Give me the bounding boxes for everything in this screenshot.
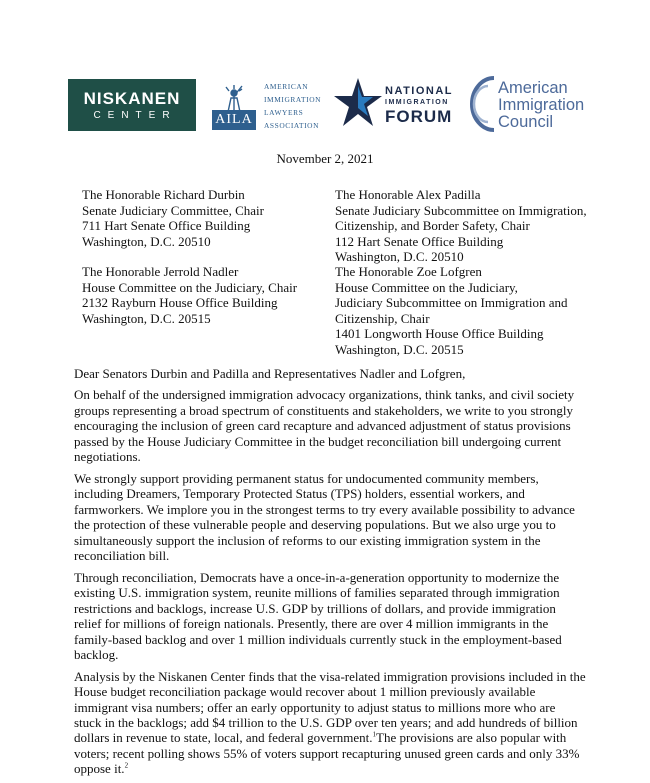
letter-date: November 2, 2021 [276,151,374,166]
addressee-line: Citizenship, Chair [335,310,430,326]
addressee-line: Judiciary Subcommittee on Immigration and [335,295,568,311]
letter-body [74,366,586,783]
addressee-line: Washington, D.C. 20515 [82,310,211,326]
aila-word-4: ASSOCIATION [264,121,320,130]
addressee-line: 711 Hart Senate Office Building [82,218,251,234]
paragraph: Through reconciliation, Democrats have a once-in-a-generation opportunity to modernize the existing U.S. immigration system, reunite millions of families separated through immigration restrictions and backlogs, increase U.S. GDP by trillions of dollars, and provide immigration relief for millions of foreign nationals. Presently, there are over 4 million immigrants in the family-based backlog and over 1 million individuals currently stuck in the employment-based backlog. [74,569,562,662]
aila-word-1: AMERICAN [264,82,309,91]
addressee-line: Citizenship, and Border Safety, Chair [335,218,530,234]
niskanen-logo-line2: CENTER [93,110,177,121]
addressee-line: 2132 Rayburn House Office Building [82,295,278,311]
niskanen-logo-line1: NISKANEN [83,89,181,108]
aic-line2: Immigration [498,96,585,114]
aila-word-2: IMMIGRATION [264,95,322,104]
addressee-line: Washington, D.C. 20515 [335,341,464,357]
addressee-nadler [82,264,297,326]
paragraph-text: Analysis by the Niskanen Center finds that the visa-related immigration provisions included in the House budget reconciliation package would recover about 1 million previously available immigrant visa numbers; offer an early opportunity to adjust status to millions more who are stuck in the backlogs; add $4 trillion to the U.S. GDP over ten years; and add hundreds of billion dollars in revenue to state, local, and federal government. [74,668,586,746]
addressee-line: Washington, D.C. 20510 [335,249,464,265]
addressee-line: House Committee on the Judiciary, Chair [82,279,298,295]
paragraph-text: The provisions are also popular with voters; recent polling shows 55% of voters support recapturing unused green cards and only 33% oppose it. [74,730,580,777]
addressee-line: The Honorable Zoe Lofgren [335,264,482,279]
addressee-line: The Honorable Alex Padilla [335,187,481,202]
addressee-line: Senate Judiciary Subcommittee on Immigration, [335,202,587,218]
addressee-line: Washington, D.C. 20510 [82,233,211,249]
star-icon [333,76,383,130]
nif-line3: FORUM [385,107,453,126]
addressee-padilla [335,187,587,265]
addressee-line: House Committee on the Judiciary, [335,279,518,295]
addressee-line: 1401 Longworth House Office Building [335,326,544,342]
footnote-ref[interactable]: 2 [124,761,129,770]
addressee-durbin [82,187,264,249]
aila-word-3: LAWYERS [264,108,304,117]
aila-abbr: AILA [212,110,256,130]
statue-of-liberty-icon [212,84,256,130]
aic-line3: Council [498,113,554,131]
nif-line1: NATIONAL [385,85,454,97]
nif-line2: IMMIGRATION [385,99,449,106]
national-immigration-forum-logo [333,76,463,130]
aila-logo-words [264,80,321,132]
niskanen-center-logo [68,79,196,131]
paragraph [74,669,586,777]
american-immigration-council-logo [470,74,585,132]
logo-banner [0,74,650,132]
paragraph: On behalf of the undersigned immigration advocacy organizations, think tanks, and civil society groups representing a broad spectrum of constituents and stakeholders, we write to you strongly encouraging the inclusion of green card recapture and advanced adjustment of status provisions passed by the House Judiciary Committee in the budget reconciliation bill undergoing current negotiations. [74,387,575,465]
footnote-ref[interactable]: 1 [372,731,377,740]
addressee-line: 112 Hart Senate Office Building [335,233,504,249]
salutation: Dear Senators Durbin and Padilla and Representatives Nadler and Lofgren, [74,366,466,381]
addressee-lofgren [335,264,568,358]
arc-icon [470,76,496,132]
aila-logo [212,78,332,130]
aic-line1: American [498,79,568,97]
addressee-line: The Honorable Jerrold Nadler [82,264,239,279]
addressee-line: The Honorable Richard Durbin [82,187,245,202]
addressee-line: Senate Judiciary Committee, Chair [82,202,264,218]
paragraph: We strongly support providing permanent status for undocumented community members, including Dreamers, Temporary Protected Status (TPS) holders, essential workers, and farmworkers. We implore you in the strongest terms to try every available possibility to advance the protection of these vulnerable people and deserving populations. But we also urge you to simultaneously support the inclusion of reforms to our existing immigration system in the reconciliation bill. [74,470,575,563]
